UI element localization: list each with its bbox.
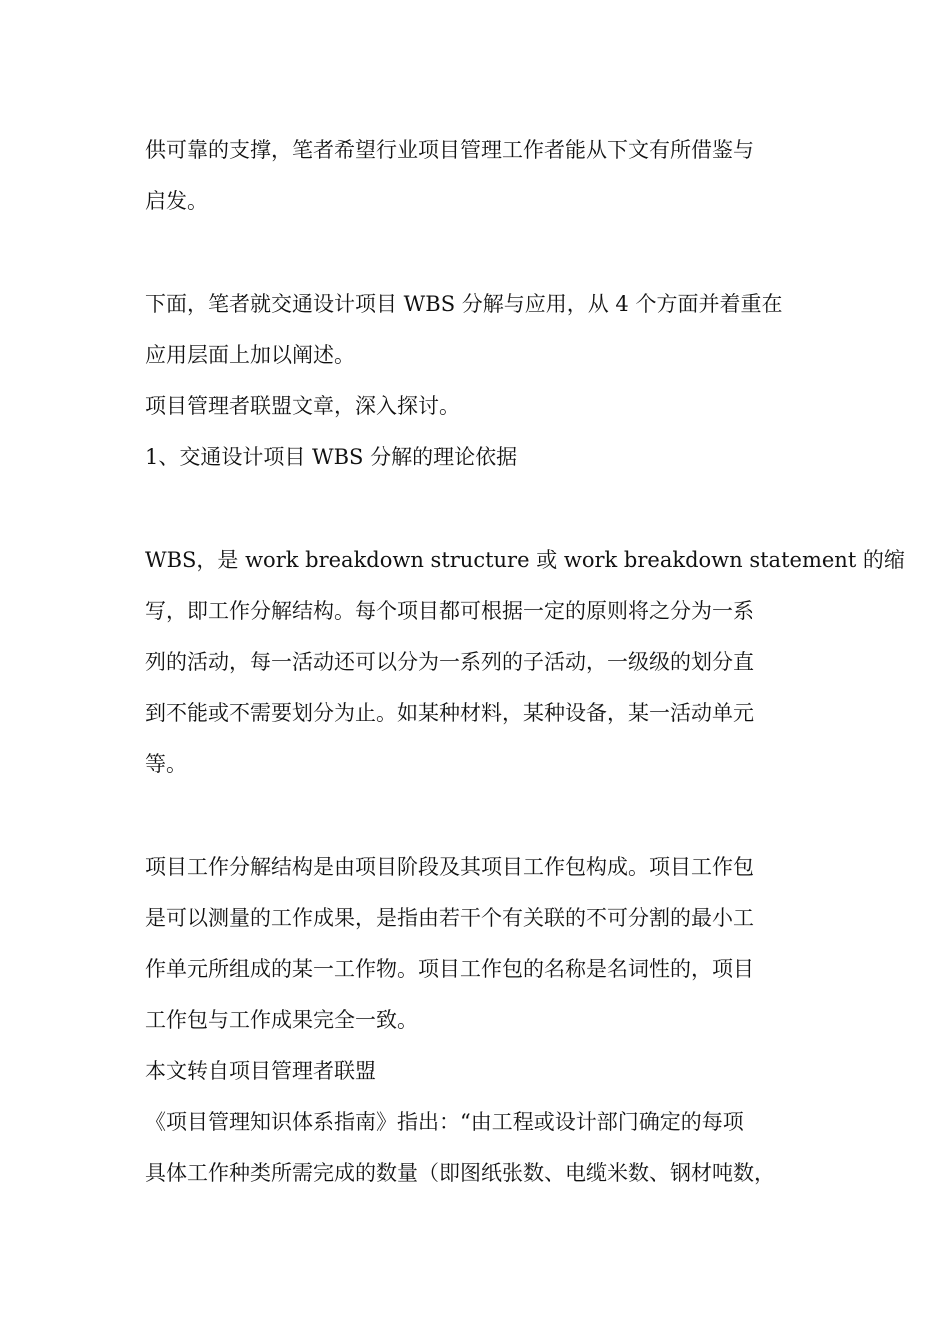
text-line: 工作包与工作成果完全一致。 [145, 1008, 418, 1032]
text-line: 《项目管理知识体系指南》指出：“由工程或设计部门确定的每项 [145, 1110, 744, 1134]
text-line: 项目管理者联盟文章，深入探讨。 [145, 394, 460, 418]
text-line: 是可以测量的工作成果，是指由若干个有关联的不可分割的最小工 [145, 906, 754, 930]
text-line: 下面，笔者就交通设计项目 WBS 分解与应用，从 4 个方面并着重在 [145, 292, 783, 316]
text-line: 等。 [145, 752, 187, 776]
text-line: 应用层面上加以阐述。 [145, 343, 355, 367]
text-line: 供可靠的支撑，笔者希望行业项目管理工作者能从下文有所借鉴与 [145, 138, 754, 162]
text-line: 项目工作分解结构是由项目阶段及其项目工作包构成。项目工作包 [145, 855, 754, 879]
text-line: 写，即工作分解结构。每个项目都可根据一定的原则将之分为一系 [145, 599, 754, 623]
text-line: 列的活动，每一活动还可以分为一系列的子活动，一级级的划分直 [145, 650, 754, 674]
text-line: 具体工作种类所需完成的数量（即图纸张数、电缆米数、钢材吨数， [145, 1161, 775, 1185]
text-line: 本文转自项目管理者联盟 [145, 1059, 376, 1083]
text-line: WBS，是 work breakdown structure 或 work breakdown statement 的缩 [145, 548, 905, 572]
section-heading: 1、交通设计项目 WBS 分解的理论依据 [145, 445, 518, 469]
text-line: 启发。 [145, 189, 208, 213]
text-line: 作单元所组成的某一工作物。项目工作包的名称是名词性的，项目 [145, 957, 754, 981]
text-line: 到不能或不需要划分为止。如某种材料，某种设备，某一活动单元 [145, 701, 754, 725]
